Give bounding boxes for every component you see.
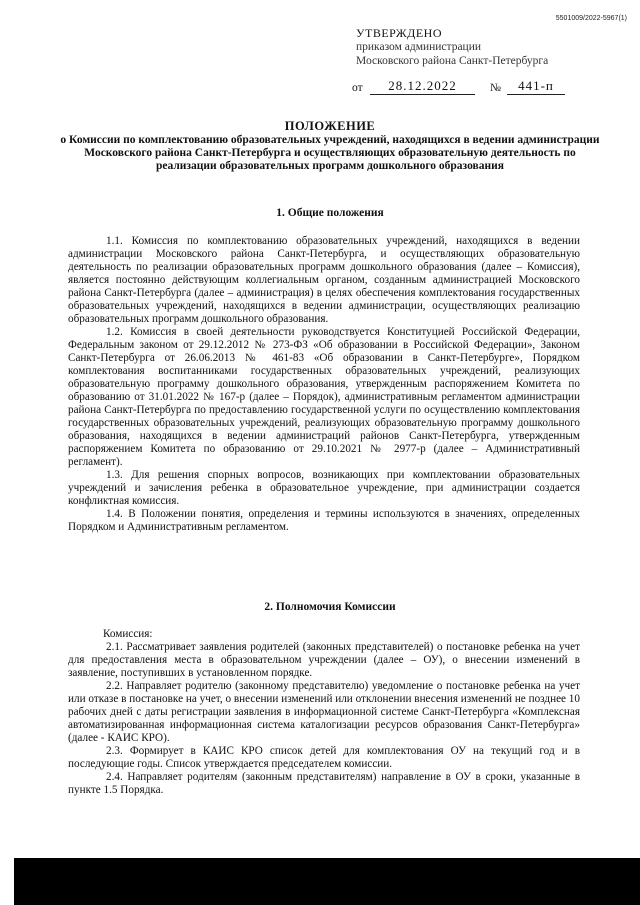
- scan-black-border: [14, 858, 640, 905]
- section-2-heading: 2. Полномочия Комиссии: [264, 601, 396, 613]
- document-title: ПОЛОЖЕНИЕ: [284, 119, 376, 133]
- document-subtitle: о Комиссии по комплектованию образовательных учреждений, находящихся в ведении администрации Московского района Санкт-Петербурга и осуществляющих образовательную деятельность по реализации образовательных программ дошкольного образования: [60, 134, 600, 172]
- paragraph-2-2: 2.2. Направляет родителю (законному представителю) уведомление о постановке ребенка на учет или отказе в постановке на учет, о внесении изменений или отклонении внесения изменений не позднее 10 рабочих дней с даты регистрации заявления в информационной системе Санкт-Петербурга «Комплексная автоматизированная информационная система каталогизации ресурсов образования Санкт-Петербурга» (далее - КАИС КРО).: [68, 680, 580, 744]
- approval-line-2: Московского района Санкт-Петербурга: [356, 55, 549, 67]
- approval-line-1: приказом администрации: [356, 41, 482, 53]
- section-1-heading: 1. Общие положения: [276, 207, 384, 219]
- order-from-label: от: [352, 82, 363, 94]
- approval-title: УТВЕРЖДЕНО: [356, 26, 443, 40]
- order-number-label: №: [490, 82, 501, 94]
- order-number: 441-п: [507, 78, 565, 95]
- paragraph-2-1: 2.1. Рассматривает заявления родителей (законных представителей) о постановке ребенка на учет для предоставления места в образовательном учреждении (далее – ОУ), о внесении изменений в заявление, поступивших в установленном порядке.: [68, 641, 580, 679]
- paragraph-1-1: 1.1. Комиссия по комплектованию образовательных учреждений, находящихся в ведении администрации Московского района Санкт-Петербурга, и осуществляющих образовательную деятельность по реализации образовательных программ дошкольного образования (далее – Комиссия), является постоянно действующим коллегиальным органом, созданным администрацией Московского района Санкт-Петербурга (далее – администрация) в целях обеспечения комплектования государственных образовательных учреждений, находящихся в ведении администрации, осуществляющих реализацию образовательных программ дошкольного образования.: [68, 235, 580, 325]
- paragraph-1-4: 1.4. В Положении понятия, определения и термины используются в значениях, определенных Порядком и Административным регламентом.: [68, 508, 580, 533]
- section-2-body: [68, 628, 580, 797]
- section-2-intro: Комиссия:: [103, 628, 153, 640]
- paragraph-2-4: 2.4. Направляет родителям (законным представителям) направление в ОУ в сроки, указанные в пункте 1.5 Порядка.: [68, 771, 580, 796]
- paragraph-2-3: 2.3. Формирует в КАИС КРО список детей для комплектования ОУ на текущий год и в последующие годы. Список утверждается председателем комиссии.: [68, 745, 580, 770]
- paragraph-1-3: 1.3. Для решения спорных вопросов, возникающих при комплектовании образовательных учреждений и зачисления ребенка в образовательное учреждение, при администрации создается конфликтная комиссия.: [68, 469, 580, 507]
- section-1-body: [68, 235, 580, 534]
- document-id: 5501009/2022-5967(1): [555, 15, 627, 22]
- paragraph-1-2: 1.2. Комиссия в своей деятельности руководствуется Конституцией Российской Федерации, Федеральным законом от 29.12.2012 № 273-ФЗ «Об образовании в Российской Федерации», Законом Санкт-Петербурга от 26.06.2013 № 461-83 «Об образовании в Санкт-Петербурге», Порядком комплектования воспитанниками государственных образовательных учреждений, реализующих образовательную программу дошкольного образования, утвержденным распоряжением Комитета по образованию от 31.01.2022 № 167-р (далее – Порядок), административным регламентом администрации района Санкт-Петербурга по предоставлению государственной услуги по осуществлению комплектования государственных образовательных учреждений, реализующих образовательную программу дошкольного образования, находящихся в ведении администраций районов Санкт-Петербурга, утвержденным распоряжением Комитета по образованию от 29.10.2021 № 2977-р (далее – Административный регламент).: [68, 326, 580, 468]
- order-date: 28.12.2022: [370, 78, 475, 95]
- approval-stamp: [356, 26, 548, 68]
- order-line: [352, 78, 582, 96]
